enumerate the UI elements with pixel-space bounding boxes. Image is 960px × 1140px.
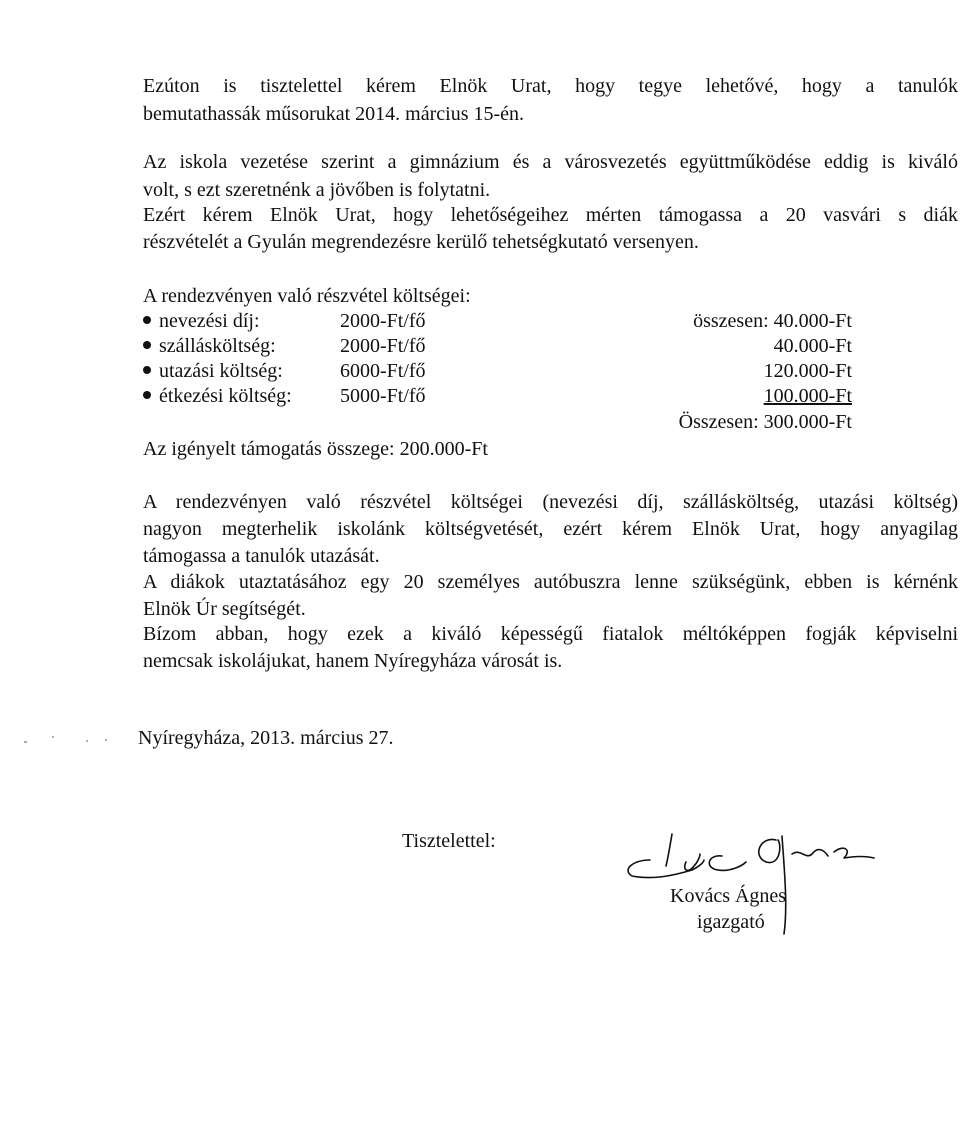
paragraph-1-line-2: bemutathassák műsorukat 2014. március 15-én. [143, 103, 525, 125]
cost-item-label: nevezési díj: [143, 309, 260, 333]
cost-item-rate: 2000-Ft/fő [340, 335, 426, 357]
paragraph-3-line-1: Ezért kérem Elnök Urat, hogy lehetőségeihez mérten támogassa a 20 vasvári s diák [143, 204, 958, 226]
cost-item-total: összesen: 40.000-Ft [693, 310, 852, 332]
paragraph-4-line-1: A rendezvényen való részvétel költségei (nevezési díj, szállásköltség, utazási költség) [143, 491, 958, 513]
paragraph-5-line-1: A diákok utaztatásához egy 20 személyes autóbuszra lenne szükségünk, ebben is kérnénk [143, 571, 958, 593]
paragraph-1-line-1: Ezúton is tisztelettel kérem Elnök Urat, hogy tegye lehetővé, hogy a tanulók [143, 75, 958, 97]
paragraph-2-line-2: volt, s ezt szeretnénk a jövőben is folytatni. [143, 179, 491, 201]
paragraph-6-line-1: Bízom abban, hogy ezek a kiváló képességű fiatalok méltóképpen fogják képviselni [143, 623, 958, 645]
costs-heading: A rendezvényen való részvétel költségei: [143, 285, 471, 307]
cost-item-label: étkezési költség: [143, 384, 292, 408]
requested-support: Az igényelt támogatás összege: 200.000-Ft [143, 438, 488, 460]
cost-item-rate: 2000-Ft/fő [340, 310, 426, 332]
signoff-greeting: Tisztelettel: [402, 830, 496, 852]
cost-item-label: szállásköltség: [143, 334, 276, 358]
paragraph-4-line-2: nagyon megterhelik iskolánk költségvetését, ezért kérem Elnök Urat, hogy anyagilag [143, 518, 958, 540]
paragraph-4-line-3: támogassa a tanulók utazását. [143, 545, 380, 567]
paragraph-6-line-2: nemcsak iskolájukat, hanem Nyíregyháza városát is. [143, 650, 563, 672]
signer-name: Kovács Ágnes [670, 885, 787, 907]
cost-item-rate: 6000-Ft/fő [340, 360, 426, 382]
bullet-icon [143, 391, 151, 399]
signer-title: igazgató [697, 911, 765, 933]
cost-item-rate: 5000-Ft/fő [340, 385, 426, 407]
grand-total: Összesen: 300.000-Ft [678, 411, 852, 433]
paragraph-2-line-1: Az iskola vezetése szerint a gimnázium és a városvezetés együttműködése eddig is kiváló [143, 151, 958, 173]
paragraph-5-line-2: Elnök Úr segítségét. [143, 598, 306, 620]
scan-speck [86, 740, 88, 742]
cost-item-total: 40.000-Ft [773, 335, 852, 357]
bullet-icon [143, 341, 151, 349]
cost-item-label: utazási költség: [143, 359, 283, 383]
scan-speck [105, 739, 107, 741]
cost-item-total: 100.000-Ft [763, 385, 852, 407]
scan-speck [24, 741, 27, 743]
cost-item-total: 120.000-Ft [763, 360, 852, 382]
bullet-icon [143, 366, 151, 374]
date-line: Nyíregyháza, 2013. március 27. [138, 727, 394, 749]
scan-speck [52, 736, 54, 738]
paragraph-3-line-2: részvételét a Gyulán megrendezésre kerülő tehetségkutató versenyen. [143, 231, 699, 253]
bullet-icon [143, 316, 151, 324]
